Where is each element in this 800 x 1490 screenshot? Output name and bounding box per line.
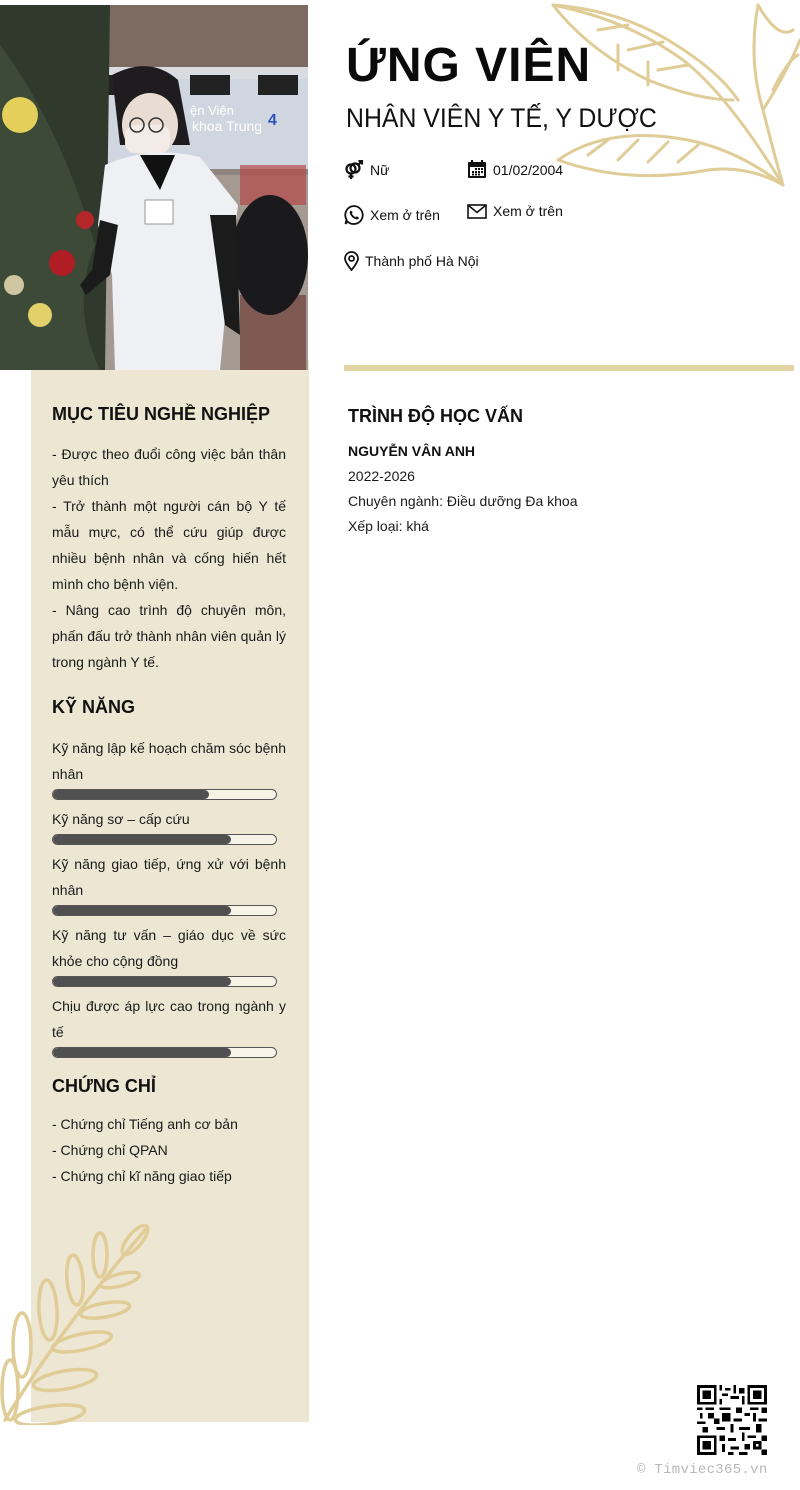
candidate-photo [0,5,308,370]
skill-bar [52,976,277,987]
skill-label: Chịu được áp lực cao trong ngành y tế [52,998,286,1040]
skill-bar [52,1047,277,1058]
education-major: Chuyên ngành: Điều dưỡng Đa khoa [348,493,578,509]
skill-bar-fill [53,835,231,844]
candidate-title: ỨNG VIÊN [346,39,592,92]
education-section [348,406,788,539]
gender-value: Nữ [370,162,390,178]
address-info [344,251,479,271]
objective-line: - Trở thành một người cán bộ Y tế mẫu mực, có thể cứu giúp được nhiều bệnh nhân và cống hiến hết mình cho bệnh viện. [52,498,286,592]
qr-code-icon [697,1385,767,1455]
skill-item [52,993,286,1058]
gender-info [344,160,389,180]
certificate-item: - Chứng chỉ kĩ năng giao tiếp [52,1168,232,1184]
objective-section [52,404,286,675]
birthday-value: 01/02/2004 [493,161,564,178]
skill-bar [52,905,277,916]
copyright-text: © Timviec365.vn [637,1462,768,1478]
address-value: Thành phố Hà Nội [365,253,479,269]
education-grade: Xếp loại: khá [348,518,429,534]
skill-item [52,735,286,800]
gender-icon [344,160,364,180]
svg-text:ện Viện: ện Viện [190,103,234,118]
skill-bar [52,834,277,845]
education-period: 2022-2026 [348,468,415,484]
birthday-info [467,160,563,179]
calendar-icon [467,160,487,179]
skill-bar [52,789,277,800]
objective-line: - Được theo đuổi công việc bản thân yêu thích [52,446,286,488]
email-value: Xem ở trên [493,203,563,219]
skill-bar-fill [53,906,231,915]
email-info [467,203,563,219]
phone-icon [344,205,364,225]
job-position: NHÂN VIÊN Y TẾ, Y DƯỢC [346,103,657,133]
header-divider [344,365,794,371]
header [346,38,786,136]
skill-item [52,851,286,916]
mail-icon [467,204,487,219]
svg-text:4: 4 [268,112,277,129]
location-pin-icon [344,251,359,271]
education-title: TRÌNH ĐỘ HỌC VẤN [348,406,523,426]
objective-title: MỤC TIÊU NGHỀ NGHIỆP [52,404,271,424]
phone-info [344,205,440,225]
phone-value: Xem ở trên [370,207,440,223]
skill-label: Kỹ năng tư vấn – giáo dục về sức khỏe cho cộng đồng [52,927,286,969]
svg-text:khoa Trung: khoa Trung [192,118,263,134]
skill-bar-fill [53,790,209,799]
education-school: NGUYỄN VÂN ANH [348,443,476,459]
objective-line: - Nâng cao trình độ chuyên môn, phấn đấu trở thành nhân viên quản lý trong ngành Y tế. [52,602,286,670]
skill-bar-fill [53,977,231,986]
skill-label: Kỹ năng lập kế hoạch chăm sóc bệnh nhân [52,740,286,782]
certificate-item: - Chứng chỉ Tiếng anh cơ bản [52,1116,238,1132]
skill-label: Kỹ năng sơ – cấp cứu [52,811,190,827]
skills-section [52,697,286,1064]
certificates-title: CHỨNG CHỈ [52,1076,156,1096]
skill-bar-fill [53,1048,231,1057]
skill-item [52,922,286,987]
skills-title: KỸ NĂNG [52,697,136,717]
skill-label: Kỹ năng giao tiếp, ứng xử với bệnh nhân [52,856,286,898]
certificates-section [52,1076,286,1189]
skill-item [52,806,286,845]
certificate-item: - Chứng chỉ QPAN [52,1142,168,1158]
